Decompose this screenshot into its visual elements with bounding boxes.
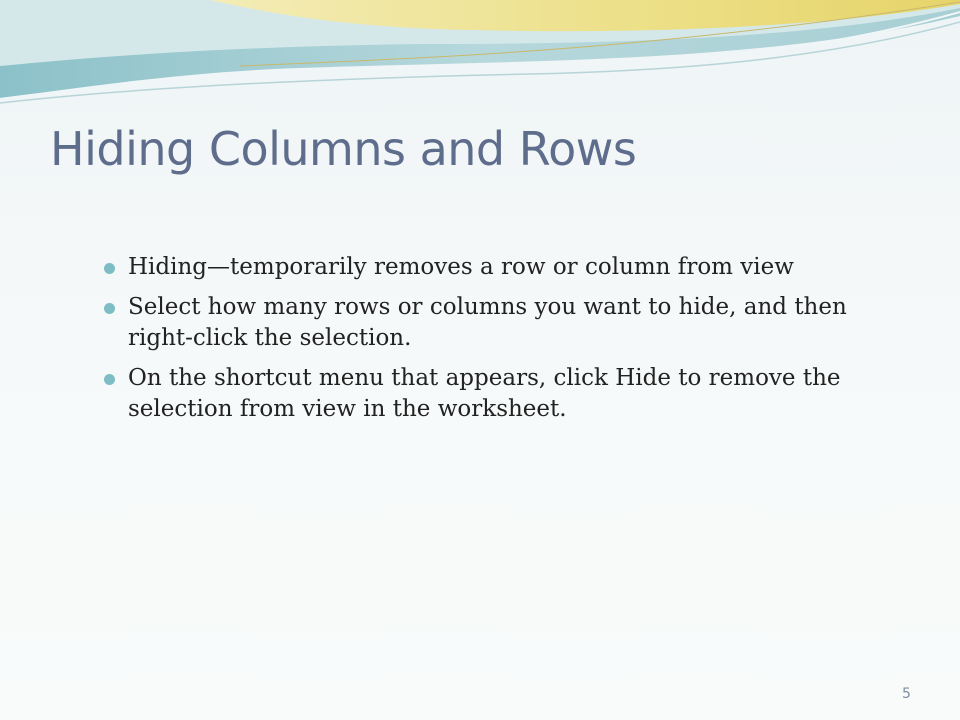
bullet-dot-icon <box>104 303 115 314</box>
bullet-text: Select how many rows or columns you want to hide, and then right-click the selection. <box>128 294 847 351</box>
bullet-item <box>104 252 904 283</box>
bullet-item <box>104 363 904 425</box>
slide-title: Hiding Columns and Rows <box>50 122 637 176</box>
bullet-text: On the shortcut menu that appears, click Hide to remove the selection from view in the worksheet. <box>128 365 841 422</box>
bullet-item <box>104 292 904 354</box>
bullet-dot-icon <box>104 374 115 385</box>
bullet-dot-icon <box>104 263 115 274</box>
bullet-list <box>104 252 904 434</box>
page-number: 5 <box>902 686 911 702</box>
header-wave-decoration <box>0 0 960 120</box>
bullet-text: Hiding—temporarily removes a row or column from view <box>128 254 794 280</box>
